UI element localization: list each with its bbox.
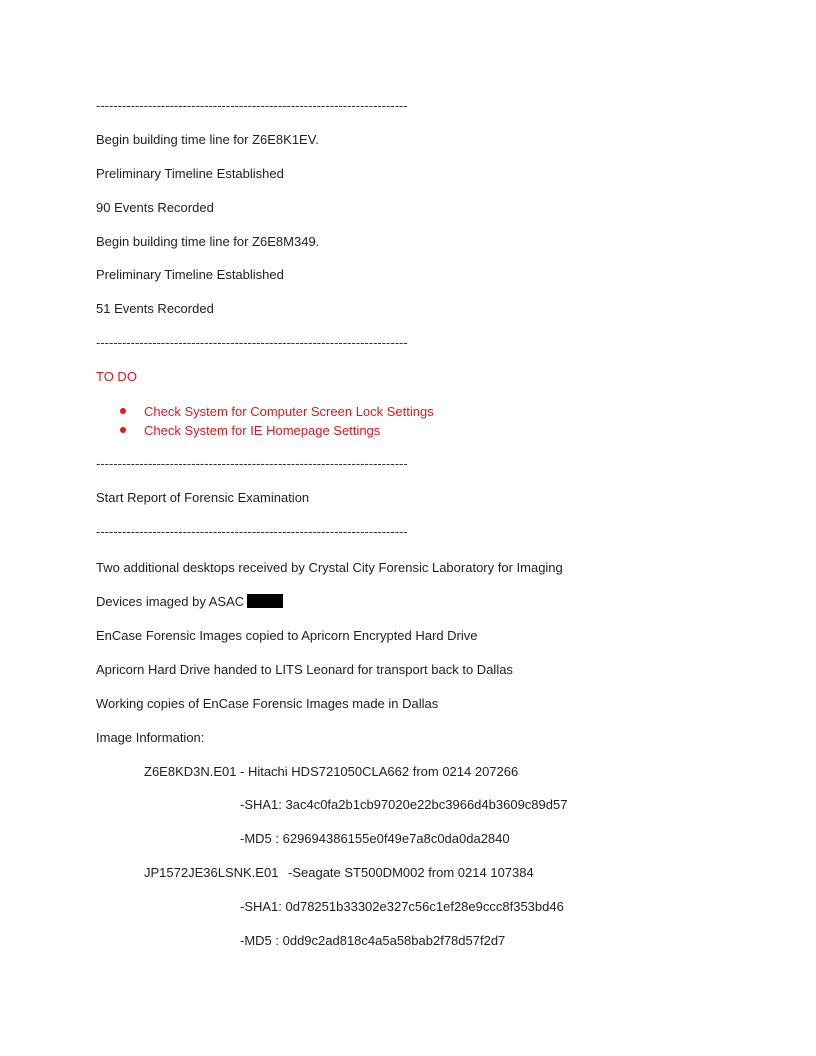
image-md5: -MD5 : 0dd9c2ad818c4a5a58bab2f78d57f2d7 bbox=[240, 933, 506, 948]
todo-title: TO DO bbox=[96, 369, 137, 384]
separator-line: ------------------------------------------------------------------------ bbox=[96, 98, 408, 113]
image-sha1: -SHA1: 3ac4c0fa2b1cb97020e22bc3966d4b3609c89d57 bbox=[240, 797, 568, 812]
image-sha1: -SHA1: 0d78251b33302e327c56c1ef28e9ccc8f353bd46 bbox=[240, 899, 564, 914]
note-line: Working copies of EnCase Forensic Images made in Dallas bbox=[96, 696, 439, 711]
separator-line: ------------------------------------------------------------------------ bbox=[96, 456, 408, 471]
note-line: Apricorn Hard Drive handed to LITS Leonard for transport back to Dallas bbox=[96, 662, 513, 677]
separator-line: ------------------------------------------------------------------------ bbox=[96, 524, 408, 539]
note-line: Image Information: bbox=[96, 730, 205, 745]
note-line: EnCase Forensic Images copied to Apricorn Encrypted Hard Drive bbox=[96, 628, 478, 643]
todo-item: Check System for Computer Screen Lock Settings bbox=[144, 404, 434, 419]
todo-item: Check System for IE Homepage Settings bbox=[144, 423, 381, 438]
report-title: Start Report of Forensic Examination bbox=[96, 490, 310, 505]
image-md5: -MD5 : 629694386155e0f49e7a8c0da0da2840 bbox=[240, 831, 510, 846]
timeline-line: Preliminary Timeline Established bbox=[96, 166, 284, 181]
separator-line: ------------------------------------------------------------------------ bbox=[96, 335, 408, 350]
timeline-line: Begin building time line for Z6E8M349. bbox=[96, 234, 320, 249]
timeline-line: 51 Events Recorded bbox=[96, 301, 214, 316]
timeline-line: Preliminary Timeline Established bbox=[96, 267, 284, 282]
redaction-box bbox=[247, 594, 283, 608]
timeline-line: 90 Events Recorded bbox=[96, 200, 214, 215]
bullet-icon bbox=[120, 408, 126, 414]
image-description: - Hitachi HDS721050CLA662 from 0214 207266 bbox=[240, 764, 519, 779]
timeline-line: Begin building time line for Z6E8K1EV. bbox=[96, 132, 319, 147]
bullet-icon bbox=[120, 427, 126, 433]
image-description: -Seagate ST500DM002 from 0214 107384 bbox=[288, 865, 534, 880]
note-text: Devices imaged by ASAC bbox=[96, 594, 245, 609]
note-line bbox=[96, 594, 283, 610]
image-file-name: JP1572JE36LSNK.E01 bbox=[144, 865, 279, 880]
image-file-name: Z6E8KD3N.E01 bbox=[144, 764, 237, 779]
note-line: Two additional desktops received by Crystal City Forensic Laboratory for Imaging bbox=[96, 560, 563, 575]
